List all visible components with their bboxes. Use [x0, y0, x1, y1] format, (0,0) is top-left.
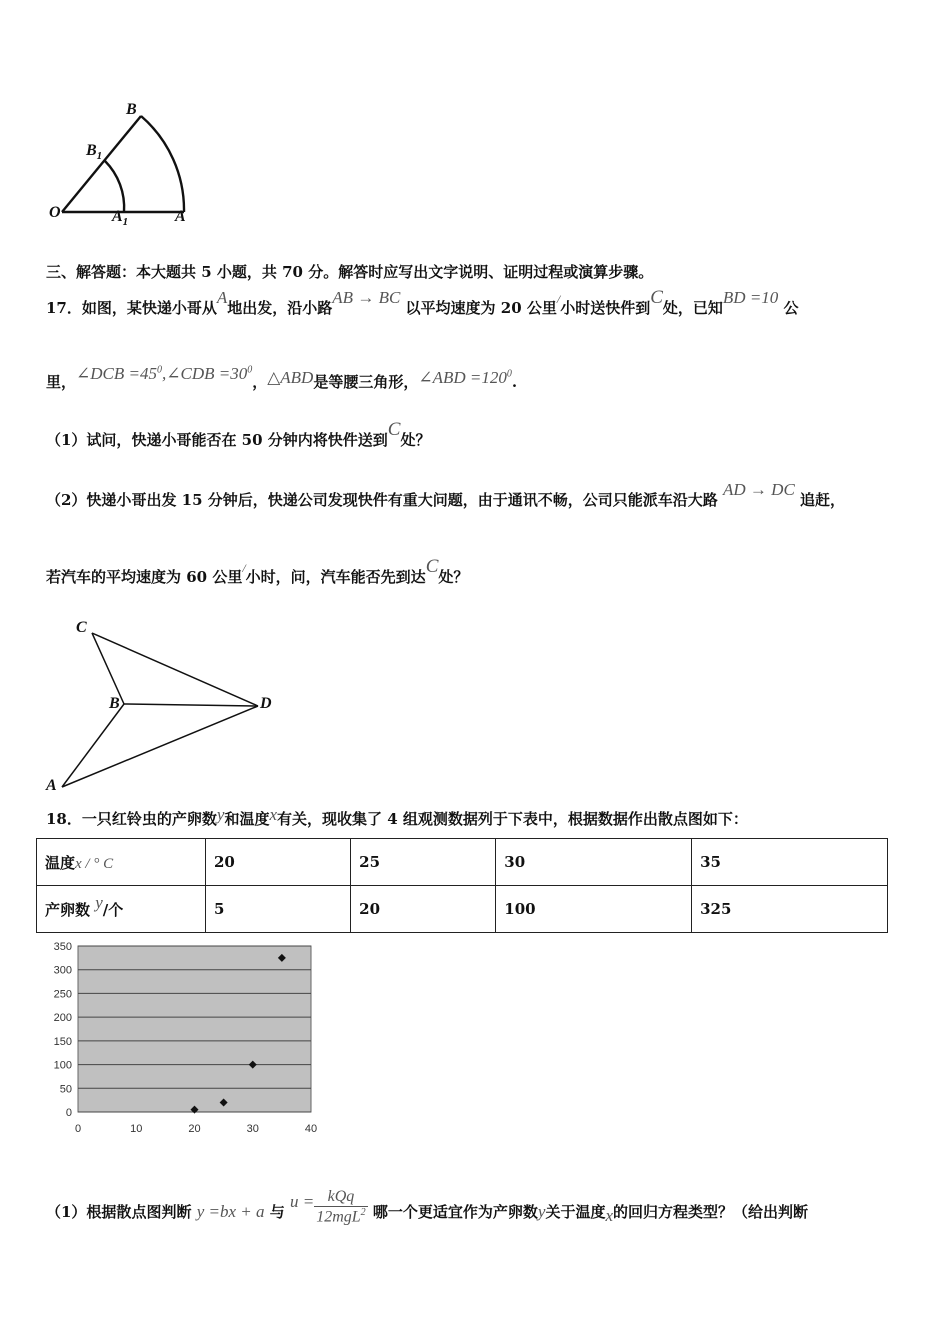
label-B: B [126, 101, 137, 118]
table-row [37, 886, 888, 933]
table-row [37, 839, 888, 886]
table-cell: 20 [351, 886, 496, 933]
y-tick-label: 250 [53, 988, 72, 1001]
x-tick-label: 20 [188, 1123, 201, 1135]
table-cell: 5 [206, 886, 351, 933]
y-tick-label: 0 [65, 1107, 72, 1119]
x-tick-label: 0 [74, 1123, 82, 1135]
y-tick-label: 300 [53, 964, 72, 977]
label-D: D [260, 695, 272, 712]
section-heading: 三、解答题：本大题共 5 小题，共 70 分。解答时应写出文字说明、证明过程或演算步骤。 [46, 263, 654, 281]
quadrilateral-figure [40, 615, 280, 795]
table-cell: 20 [206, 839, 351, 886]
segment-BD [124, 704, 258, 706]
table-cell: 100 [496, 886, 692, 933]
y-tick-label: 50 [59, 1083, 72, 1096]
q18-intro: 18．一只红铃虫的产卵数y和温度x有关，现收集了 4 组观测数据列于下表中，根据数据作出散点图如下： [46, 805, 748, 828]
data-table [36, 838, 888, 933]
table-cell: 35 [692, 839, 888, 886]
arc-AB [141, 116, 184, 212]
label-B1: $B_1$ [86, 142, 103, 163]
table-cell: 30 [496, 839, 692, 886]
q17-line1: 17．如图，某快递小哥从A地出发，沿小路AB → BC 以平均速度为 20 公里/小时送快件到C处，已知BD =10 公 [46, 287, 799, 317]
table-header-cell: 产卵数 y/个 [37, 886, 206, 933]
table-cell: 25 [351, 839, 496, 886]
y-tick-label: 150 [53, 1035, 72, 1048]
label-B: B [109, 695, 120, 712]
plot-area [78, 946, 311, 1112]
arc-A1B1 [105, 161, 124, 212]
label-A1: $A_1$ [112, 208, 129, 229]
q17-part2: （2）快递小哥出发 15 分钟后，快递公司发现快件有重大问题，由于通讯不畅，公司只能派车沿大路 AD → DC 追赶， [46, 480, 846, 509]
label-A: A [175, 208, 186, 225]
x-tick-label: 40 [304, 1123, 318, 1135]
q17-part2-cont: 若汽车的平均速度为 60 公里/小时，问，汽车能否先到达C处？ [46, 556, 469, 586]
segment-OB [62, 116, 141, 212]
y-tick-label: 200 [53, 1012, 72, 1025]
y-tick-label: 100 [53, 1059, 72, 1072]
label-A: A [46, 777, 57, 794]
fraction: $\frac{\text{kQq}}{12mgL^2}$ [316, 1188, 366, 1226]
q17-part1: （1）试问，快递小哥能否在 50 分钟内将快件送到C处？ [46, 419, 431, 449]
segment-CB [92, 633, 124, 704]
scatter-chart [38, 936, 338, 1141]
label-O: O [49, 204, 61, 221]
y-tick-label: 350 [53, 941, 72, 953]
x-tick-label: 30 [246, 1123, 259, 1135]
table-cell: 325 [692, 886, 888, 933]
table-header-cell: 温度x / ° C [37, 839, 206, 886]
label-C: C [76, 619, 87, 636]
x-tick-label: 10 [130, 1123, 143, 1135]
q18-part1: （1）根据散点图判断 y =bx + a 与 u = $\frac{\text{kQq}}{12mgL^2}$ 哪一个更适宜作为产卵数y关于温度x的回归方程类型？（给出判断 [46, 1188, 809, 1226]
q17-line2: 里，∠DCB $=45^0,\angle CDB =30^0$，△ABD是等腰三角形，∠ABD $=120^0$. [46, 364, 518, 391]
